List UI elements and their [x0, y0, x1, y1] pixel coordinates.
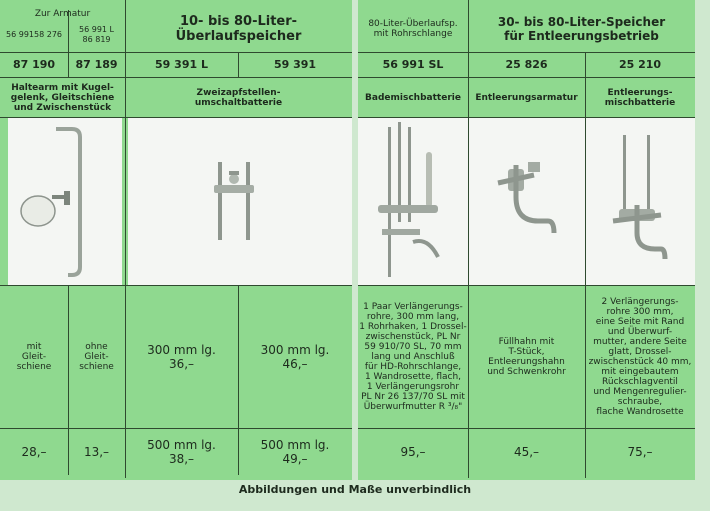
armatur-code: 56 991 [6, 30, 34, 39]
price: 75,– [627, 445, 653, 459]
title-entleerungsbetrieb: 30- bis 80-Liter-Speicher für Entleerungsbetrieb [497, 15, 666, 43]
entleerungsarmatur-illustration [468, 117, 585, 285]
part-number: 59 391 [273, 58, 317, 71]
armatur-label: Zur Armatur [34, 9, 91, 19]
armatur-code: 86 819 [82, 35, 111, 44]
price: 500 mm lg. 38,– [147, 438, 216, 466]
detail-zweizapf-l: 300 mm lg. 36,– [147, 343, 216, 371]
part-number: 87 190 [12, 58, 56, 71]
part-number: 87 189 [75, 58, 118, 71]
detail-ohne-gleitschiene: ohne Gleit- schiene [79, 342, 114, 372]
armatur-codes-right [68, 20, 125, 50]
description-entleerungsarmatur: Entleerungsarmatur [475, 92, 578, 103]
armatur-code: 56 991 L [79, 25, 114, 34]
detail-entleerungsarmatur: Füllhahn mit T-Stück, Entleerungshahn und Schwenkrohr [487, 337, 566, 377]
detail-entleerungsmisch: 2 Verlängerungs- rohre 300 mm, eine Seite mit Rand und Überwurf- mutter, andere Seite glatt, Drossel- zwischenstück 40 mm, mit eingebautem Rückschlagventil und Mengenregulier- schraube, flache Wandrosette [588, 297, 692, 417]
armatur-codes-left [0, 20, 68, 50]
detail-zweizapf: 300 mm lg. 46,– [260, 343, 330, 371]
price: 28,– [21, 445, 47, 459]
part-number: 25 826 [505, 58, 548, 71]
part-number: 25 210 [618, 58, 662, 71]
price: 500 mm lg. 49,– [260, 438, 330, 466]
title-80-liter-rohrschlange: 80-Liter-Überlaufsp. mit Rohrschlange [368, 19, 458, 39]
price: 45,– [513, 445, 540, 459]
description-haltearm: Haltearm mit Kugel- gelenk, Gleitschiene und Zwischenstück [10, 82, 115, 113]
detail-bademisch: 1 Paar Verlängerungs- rohre, 300 mm lang, 1 Rohrhaken, 1 Drossel- zwischenstück, PL Nr 59 910/70 SL, 70 mm lang und Anschluß für HD-Rohrschlange, 1 Wandrosette, flach, 1 Verlängerungsrohr PL Nr 26 137/70 SL mit Überwurfmutter R ³/₈" [359, 302, 467, 412]
haltearm-illustration [8, 117, 122, 285]
detail-mit-gleitschiene: mit Gleit- schiene [16, 342, 52, 372]
part-number: 56 991 SL [382, 58, 444, 71]
description-bademisch: Bademischbatterie [365, 92, 461, 103]
part-number: 59 391 L [155, 58, 208, 71]
footer-note: Abbildungen und Maße unverbindlich [238, 483, 472, 496]
zweizapf-illustration [128, 117, 352, 285]
bademisch-illustration [358, 117, 468, 285]
description-zweizapf: Zweizapfstellen- umschaltbatterie [194, 87, 283, 108]
price: 95,– [400, 445, 426, 459]
price: 13,– [83, 445, 110, 459]
title-ueberlaufspeicher: 10- bis 80-Liter- Überlaufspeicher [175, 14, 302, 44]
description-entleerungsmisch: Entleerungs- mischbatterie [604, 87, 676, 108]
entleerungsmisch-illustration [585, 117, 695, 285]
armatur-code: 58 276 [34, 30, 62, 39]
